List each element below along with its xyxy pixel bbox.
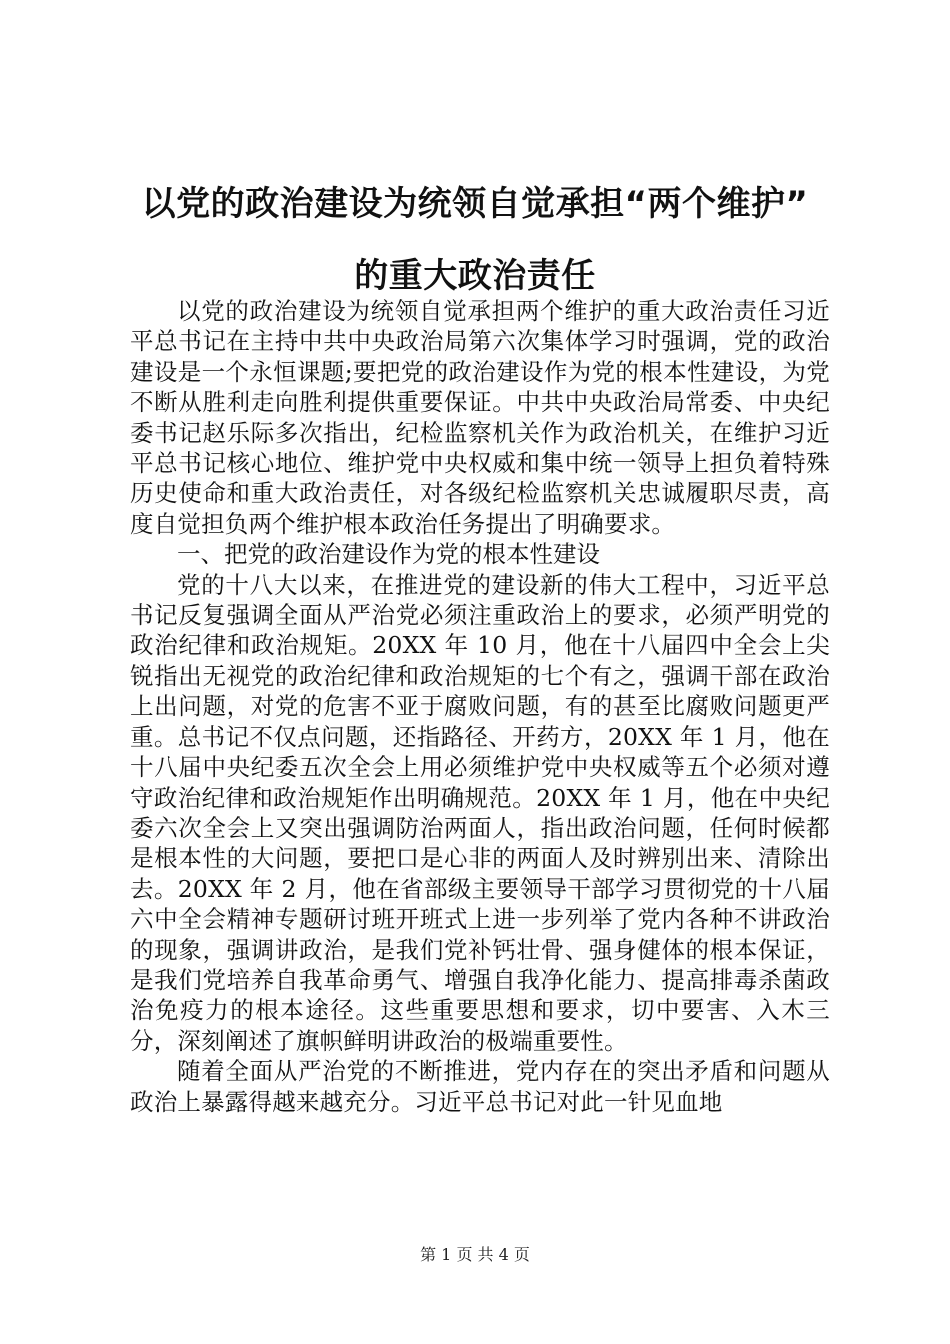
paragraph-continued: 随着全面从严治党的不断推进，党内存在的突出矛盾和问题从政治上暴露得越来越充分。习近平总书记对此一针见血地 [130,1057,830,1116]
page-footer: 第 1 页 共 4 页 [420,1245,530,1264]
title-line-1: 以党的政治建设为统领自觉承担“两个维护” [141,184,809,224]
document-body [130,296,830,1117]
paragraph-intro: 以党的政治建设为统领自觉承担两个维护的重大政治责任习近平总书记在主持中共中央政治局第六次集体学习时强调，党的政治建设是一个永恒课题;要把党的政治建设作为党的根本性建设，为党不断从胜利走向胜利提供重要保证。中共中央政治局常委、中央纪委书记赵乐际多次指出，纪检监察机关作为政治机关，在维护习近平总书记核心地位、维护党中央权威和集中统一领导上担负着特殊历史使命和重大政治责任，对各级纪检监察机关忠诚履职尽责，高度自觉担负两个维护根本政治任务提出了明确要求。 [130,297,830,538]
title-line-2: 的重大政治责任 [354,256,596,296]
document-title [110,168,840,312]
section-heading: 一、把党的政治建设作为党的根本性建设 [177,540,600,569]
paragraph-history: 党的十八大以来，在推进党的建设新的伟大工程中，习近平总书记反复强调全面从严治党必须注重政治上的要求，必须严明党的政治纪律和政治规矩。20XX 年 10 月，他在十八届四中全会上尖锐指出无视党的政治纪律和政治规矩的七个有之，强调干部在政治上出问题，对党的危害不亚于腐败问题，有的甚至比腐败问题更严重。总书记不仅点问题，还指路径、开药方，20XX 年 1 月，他在十八届中央纪委五次全会上用必须维护党中央权威等五个必须对遵守政治纪律和政治规矩作出明确规范。20XX 年 1 月，他在中央纪委六次全会上又突出强调防治两面人，指出政治问题，任何时候都是根本性的大问题，要把口是心非的两面人及时辨别出来、清除出去。20XX 年 2 月，他在省部级主要领导干部学习贯彻党的十八届六中全会精神专题研讨班开班式上进一步列举了党内各种不讲政治的现象，强调讲政治，是我们党补钙壮骨、强身健体的根本保证，是我们党培养自我革命勇气、增强自我净化能力、提高排毒杀菌政治免疫力的根本途径。这些重要思想和要求，切中要害、入木三分，深刻阐述了旗帜鲜明讲政治的极端重要性。 [130,570,830,1055]
